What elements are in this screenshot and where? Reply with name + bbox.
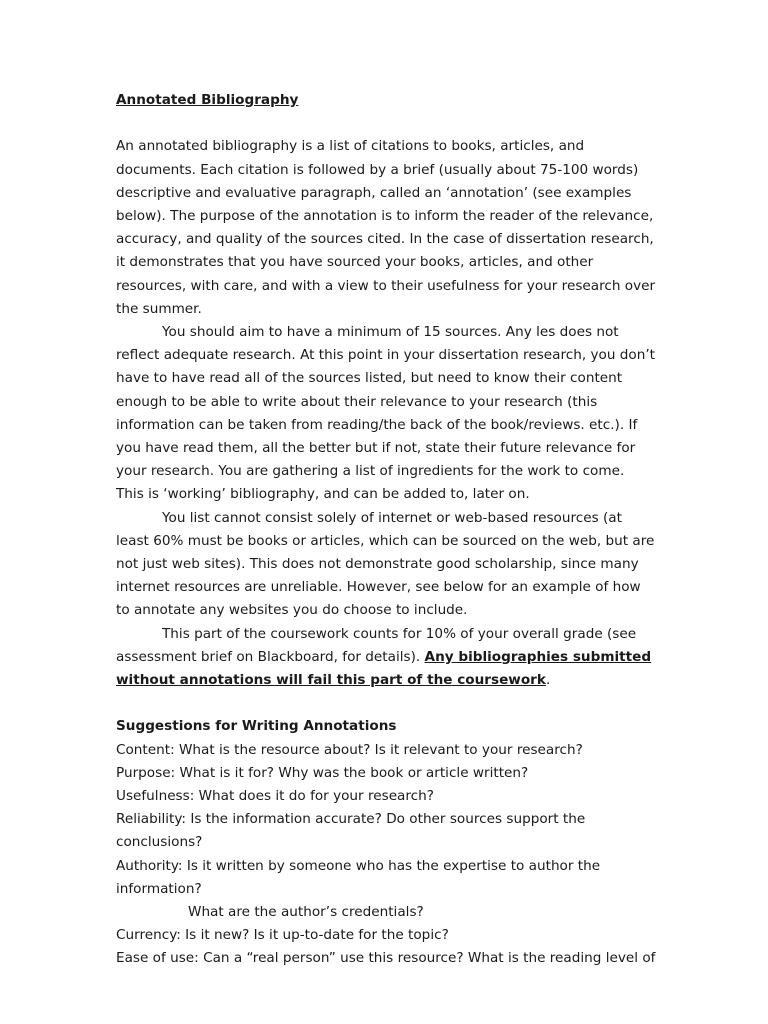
spacer — [116, 692, 656, 715]
suggestion-currency: Currency: Is it new? Is it up-to-date for the topic? — [116, 927, 449, 944]
fail-warning: Any bibliographies submitted without annotations will fail this part of the coursework — [116, 648, 652, 689]
grading-text: This part of the coursework counts for 10% of your overall grade (see assessment brief on Blackboard, for details). — [116, 625, 637, 665]
document-body — [116, 89, 656, 971]
suggestion-content: Content: What is the resource about? Is it relevant to your research? — [116, 741, 583, 758]
document-title: Annotated Bibliography — [116, 92, 299, 108]
grading-end: . — [545, 672, 551, 689]
grading-paragraph — [116, 623, 656, 693]
spacer — [116, 112, 656, 135]
suggestion-authority-sub: What are the author’s credentials? — [188, 904, 424, 921]
suggestion-usefulness: Usefulness: What does it do for your research? — [116, 788, 434, 805]
intro-paragraph: An annotated bibliography is a list of citations to books, articles, and documents. Each citation is followed by a brief (usually about 75-100 words) descriptive and evaluative paragraph, called an ‘annotation’ (see examples below). The purpose of the annotation is to inform the reader of the relevance, accuracy, and quality of the sources cited. In the case of dissertation research, it demonstrates that you have sourced your books, articles, and other resources, with care, and with a view to their usefulness for your research over the summer. — [116, 138, 656, 317]
suggestion-purpose: Purpose: What is it for? Why was the book or article written? — [116, 764, 529, 781]
suggestion-reliability: Reliability: Is the information accurate? Do other sources support the conclusions? — [116, 811, 586, 851]
suggestions-heading: Suggestions for Writing Annotations — [116, 718, 397, 735]
suggestion-ease-of-use: Ease of use: Can a “real person” use this resource? What is the reading level of — [116, 950, 656, 967]
suggestion-authority: Authority: Is it written by someone who has the expertise to author the information? — [116, 857, 601, 897]
web-resources-paragraph: You list cannot consist solely of internet or web-based resources (at least 60% must be books or articles, which can be sourced on the web, but are not just web sites). This does not demonstrate good scholarship, since many internet resources are unreliable. However, see below for an example of how to annotate any websites you do choose to include. — [116, 509, 655, 619]
sources-paragraph: You should aim to have a minimum of 15 sources. Any les does not reflect adequate research. At this point in your dissertation research, you don’t have to have read all of the sources listed, but need to know their content enough to be able to write about their relevance to your research (this information can be taken from reading/the back of the book/reviews. etc.). If you have read them, all the better but if not, state their future relevance for your research. You are gathering a list of ingredients for the work to come. This is ‘working’ bibliography, and can be added to, later on. — [116, 324, 655, 503]
